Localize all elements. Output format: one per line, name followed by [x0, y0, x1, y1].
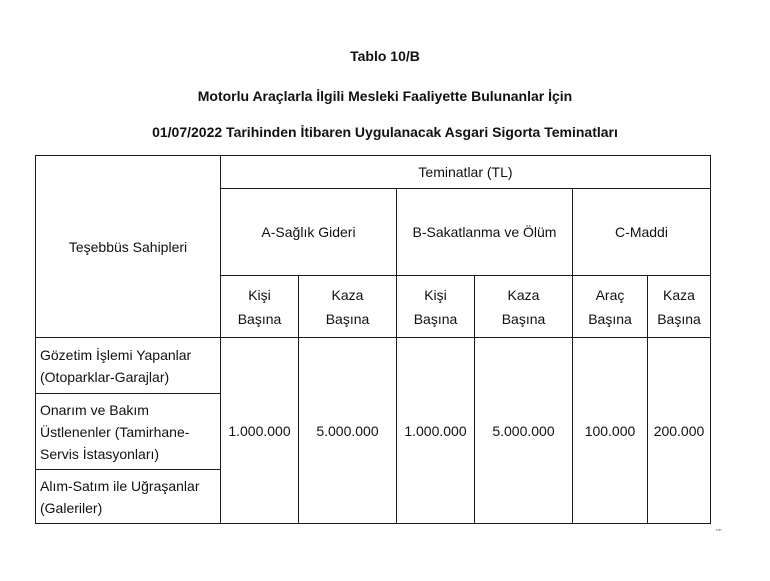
- value-health-per-person: 1.000.000: [221, 338, 299, 524]
- coverage-group-header: Teminatlar (TL): [221, 156, 711, 189]
- subheader-per-accident: Kaza Başına: [648, 276, 711, 338]
- subheader-per-accident: Kaza Başına: [475, 276, 573, 338]
- row-repair-maintenance: Onarım ve Bakım Üstlenenler (Tamirhane- Servis İstasyonları): [36, 394, 221, 470]
- value-material-per-accident: 200.000: [648, 338, 711, 524]
- value-disability-per-person: 1.000.000: [397, 338, 475, 524]
- entrepreneur-header: Teşebbüs Sahipleri: [36, 156, 221, 338]
- table-number: Tablo 10/B: [350, 48, 420, 64]
- table-subtitle: Motorlu Araçlarla İlgili Mesleki Faaliyette Bulunanlar İçin: [197, 88, 573, 104]
- category-disability-death: B-Sakatlanma ve Ölüm: [397, 189, 573, 276]
- value-health-per-accident: 5.000.000: [299, 338, 397, 524]
- value-material-per-vehicle: 100.000: [573, 338, 648, 524]
- subheader-per-person: Kişi Başına: [221, 276, 299, 338]
- table-subtitle-date: 01/07/2022 Tarihinden İtibaren Uygulanacak Asgari Sigorta Teminatları: [152, 124, 618, 140]
- row-parking-garages: Gözetim İşlemi Yapanlar (Otoparklar-Garajlar): [36, 338, 221, 394]
- insurance-coverage-table: [35, 155, 711, 524]
- subheader-per-accident: Kaza Başına: [299, 276, 397, 338]
- row-dealers-galleries: Alım-Satım ile Uğraşanlar (Galeriler): [36, 470, 221, 524]
- category-material: C-Maddi: [573, 189, 711, 276]
- subheader-per-vehicle: Araç Başına: [573, 276, 648, 338]
- subheader-per-person: Kişi Başına: [397, 276, 475, 338]
- corner-mark: "": [716, 528, 722, 537]
- category-health: A-Sağlık Gideri: [221, 189, 397, 276]
- value-disability-per-accident: 5.000.000: [475, 338, 573, 524]
